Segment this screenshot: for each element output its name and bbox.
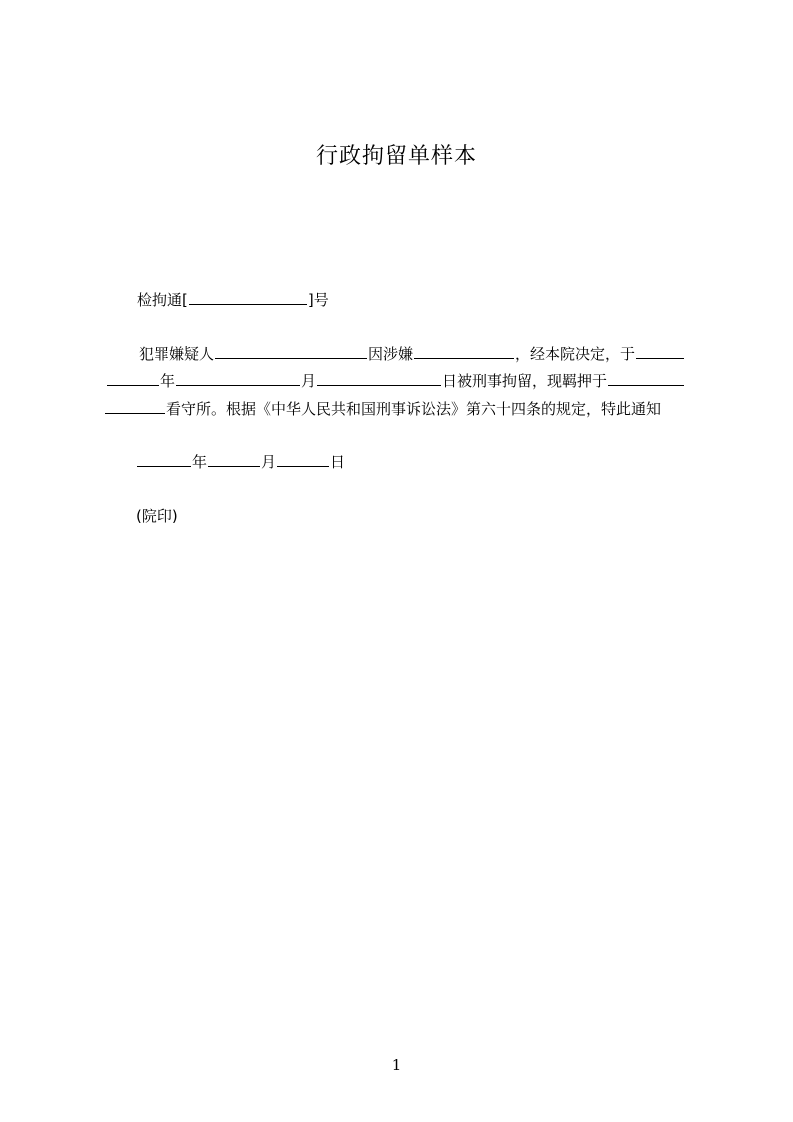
court-seal-label: (院印) bbox=[136, 507, 178, 525]
signing-year-blank[interactable] bbox=[137, 452, 191, 467]
legal-basis-text: 看守所。根据《中华人民共和国刑事诉讼法》第六十四条的规定，特此通知 bbox=[166, 400, 662, 418]
year-label: 年 bbox=[160, 372, 176, 390]
document-title: 行政拘留单样本 bbox=[315, 144, 477, 169]
suspect-name-blank[interactable] bbox=[215, 344, 367, 359]
signing-date-line bbox=[136, 451, 345, 473]
page-number: 1 bbox=[391, 1056, 402, 1074]
detention-text: 日被刑事拘留，现羁押于 bbox=[442, 372, 608, 390]
document-number-prefix: 检拘通[ bbox=[137, 291, 188, 309]
signing-month-label: 月 bbox=[261, 453, 277, 471]
decision-text: ，经本院决定，于 bbox=[515, 345, 636, 363]
detention-date-blank-start[interactable] bbox=[636, 344, 684, 359]
document-number-line bbox=[137, 289, 329, 311]
signing-month-blank[interactable] bbox=[208, 452, 260, 467]
detention-place-blank-2[interactable] bbox=[105, 399, 165, 414]
suspected-crime-blank[interactable] bbox=[414, 344, 514, 359]
body-line-3 bbox=[104, 398, 661, 420]
detention-year-blank[interactable] bbox=[107, 371, 159, 386]
detention-month-blank[interactable] bbox=[176, 371, 300, 386]
detention-day-blank[interactable] bbox=[317, 371, 441, 386]
detention-place-blank-1[interactable] bbox=[608, 371, 684, 386]
suspect-label: 犯罪嫌疑人 bbox=[139, 345, 215, 363]
document-number-blank[interactable] bbox=[189, 290, 307, 305]
signing-day-label: 日 bbox=[330, 453, 346, 471]
signing-year-label: 年 bbox=[192, 453, 208, 471]
body-line-1 bbox=[139, 343, 685, 365]
body-line-2 bbox=[106, 370, 685, 392]
suspected-crime-label: 因涉嫌 bbox=[368, 345, 414, 363]
document-number-suffix: ]号 bbox=[307, 291, 329, 309]
month-label: 月 bbox=[301, 372, 317, 390]
signing-day-blank[interactable] bbox=[277, 452, 329, 467]
